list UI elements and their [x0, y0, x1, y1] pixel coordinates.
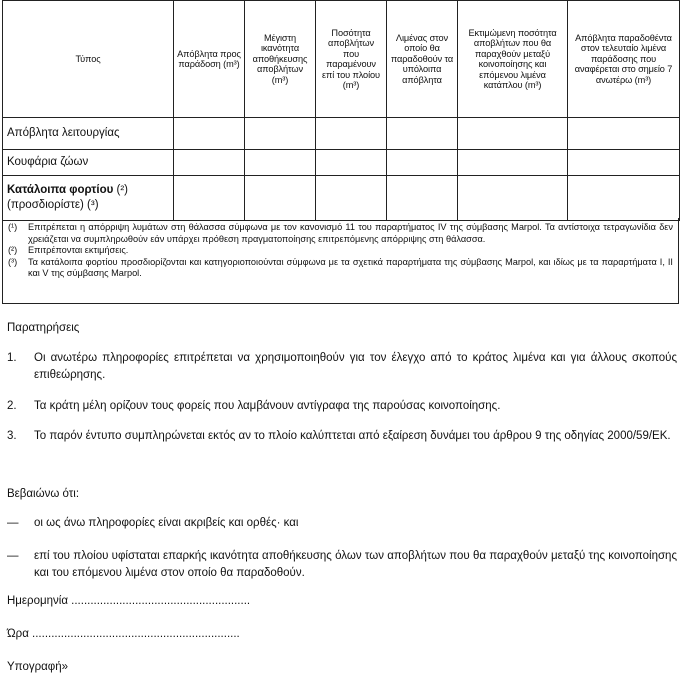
table-cell[interactable]	[245, 176, 316, 221]
footnote-mark: (³)	[8, 256, 18, 267]
footnote-text: Τα κατάλοιπα φορτίου προσδιορίζονται και κατηγοριοποιούνται σύμφωνα με τα σχετικά παραρτήματα της σύμβασης Marpol, και ιδίως με τα παραρτήματα I, II και V της σύμβασης Marpol.	[28, 256, 673, 278]
footnote	[8, 245, 673, 257]
table-header-row	[3, 1, 680, 118]
remark-number: 3.	[7, 430, 17, 442]
header-estimated-generation: Εκτιμώμενη ποσότητα αποβλήτων που θα παραχθούν μεταξύ κοινοποίησης και επόμενου λιμένα κατάπλου (m³)	[458, 1, 568, 118]
table-cell[interactable]	[458, 176, 568, 221]
header-max-capacity: Μέγιστη ικανότητα αποθήκευσης αποβλήτων (m³)	[245, 1, 316, 118]
header-waste-delivered: Απόβλητα προς παράδοση (m³)	[174, 1, 245, 118]
signature-field[interactable]: Υπογραφή»	[7, 661, 69, 673]
row-label-carcasses: Κουφάρια ζώων	[3, 150, 174, 176]
footnotes-box	[2, 218, 679, 304]
footnote	[8, 222, 673, 245]
table-cell[interactable]	[568, 176, 680, 221]
footnote-mark: (¹)	[8, 222, 18, 232]
declaration-item	[7, 515, 677, 532]
table-row	[3, 176, 680, 221]
table-cell[interactable]	[174, 176, 245, 221]
footnote-text: Επιτρέπεται η απόρριψη λυμάτων στη θάλασσα σύμφωνα με τον κανονισμό 11 του παραρτήματος IV της σύμβασης Marpol. Τα αντίστοιχα τετραγωνίδια δεν χρειάζεται να συμπληρωθούν εάν υπάρχει πρόθεση πραγματοποίησης επιτρεπόμενης απόρριψης στη θάλασσα.	[28, 222, 673, 244]
cargo-residues-rest: (²) (προσδιορίστε) (³)	[7, 184, 128, 211]
remark-text: Τα κράτη μέλη ορίζουν τους φορείς που λαμβάνουν αντίγραφα της παρούσας κοινοποίησης.	[34, 400, 501, 412]
footnote-text: Επιτρέπονται εκτιμήσεις.	[28, 245, 129, 255]
remark-item	[7, 350, 677, 384]
table-cell[interactable]	[174, 150, 245, 176]
header-last-delivered: Απόβλητα παραδοθέντα στον τελευταίο λιμένα παράδοσης που αναφέρεται στο σημείο 7 ανωτέρω (m³)	[568, 1, 680, 118]
table-cell[interactable]	[316, 150, 387, 176]
remark-number: 1.	[7, 352, 17, 364]
cargo-residues-bold: Κατάλοιπα φορτίου	[7, 184, 114, 196]
table-cell[interactable]	[316, 118, 387, 150]
waste-table	[2, 0, 680, 221]
header-onboard-quantity: Ποσότητα αποβλήτων που παραμένουν επί του πλοίου (m³)	[316, 1, 387, 118]
table-cell[interactable]	[316, 176, 387, 221]
declaration-dash: —	[7, 550, 19, 562]
table-cell[interactable]	[568, 118, 680, 150]
declaration-text: επί του πλοίου υφίσταται επαρκής ικανότητα αποθήκευσης όλων των αποβλήτων που θα παραχθούν μεταξύ της κοινοποίησης και του επόμενου λιμένα στον οποίο θα παραδοθούν.	[34, 550, 677, 579]
time-field[interactable]: Ώρα .................................................................	[7, 628, 240, 640]
footnote	[8, 257, 673, 280]
declaration-heading: Βεβαιώνω ότι:	[7, 488, 80, 500]
table-row	[3, 118, 680, 150]
remark-item	[7, 428, 677, 445]
remark-text: Το παρόν έντυπο συμπληρώνεται εκτός αν το πλοίο καλύπτεται από εξαίρεση δυνάμει του άρθρου 9 της οδηγίας 2000/59/ΕΚ.	[34, 430, 671, 442]
declaration-dash: —	[7, 517, 19, 529]
remarks-heading: Παρατηρήσεις	[7, 322, 80, 334]
row-label-cargo-residues	[3, 176, 174, 221]
table-cell[interactable]	[568, 150, 680, 176]
table-cell[interactable]	[387, 176, 458, 221]
table-cell[interactable]	[245, 118, 316, 150]
date-field[interactable]: Ημερομηνία ........................................................	[7, 595, 251, 607]
table-cell[interactable]	[387, 150, 458, 176]
remark-number: 2.	[7, 400, 17, 412]
table-cell[interactable]	[458, 150, 568, 176]
remark-text: Οι ανωτέρω πληροφορίες επιτρέπεται να χρησιμοποιηθούν για τον έλεγχο από το κράτος λιμένα και για άλλους σκοπούς επιθεώρησης.	[34, 352, 677, 381]
table-cell[interactable]	[174, 118, 245, 150]
table-row	[3, 150, 680, 176]
footnote-mark: (²)	[8, 245, 18, 255]
header-delivery-port: Λιμένας στον οποίο θα παραδοθούν τα υπόλοιπα απόβλητα	[387, 1, 458, 118]
table-cell[interactable]	[458, 118, 568, 150]
row-label-operational: Απόβλητα λειτουργίας	[3, 118, 174, 150]
declaration-text: οι ως άνω πληροφορίες είναι ακριβείς και ορθές· και	[34, 517, 299, 529]
declaration-item	[7, 548, 677, 582]
table-cell[interactable]	[387, 118, 458, 150]
remark-item	[7, 398, 677, 415]
header-type: Τύπος	[3, 1, 174, 118]
table-cell[interactable]	[245, 150, 316, 176]
